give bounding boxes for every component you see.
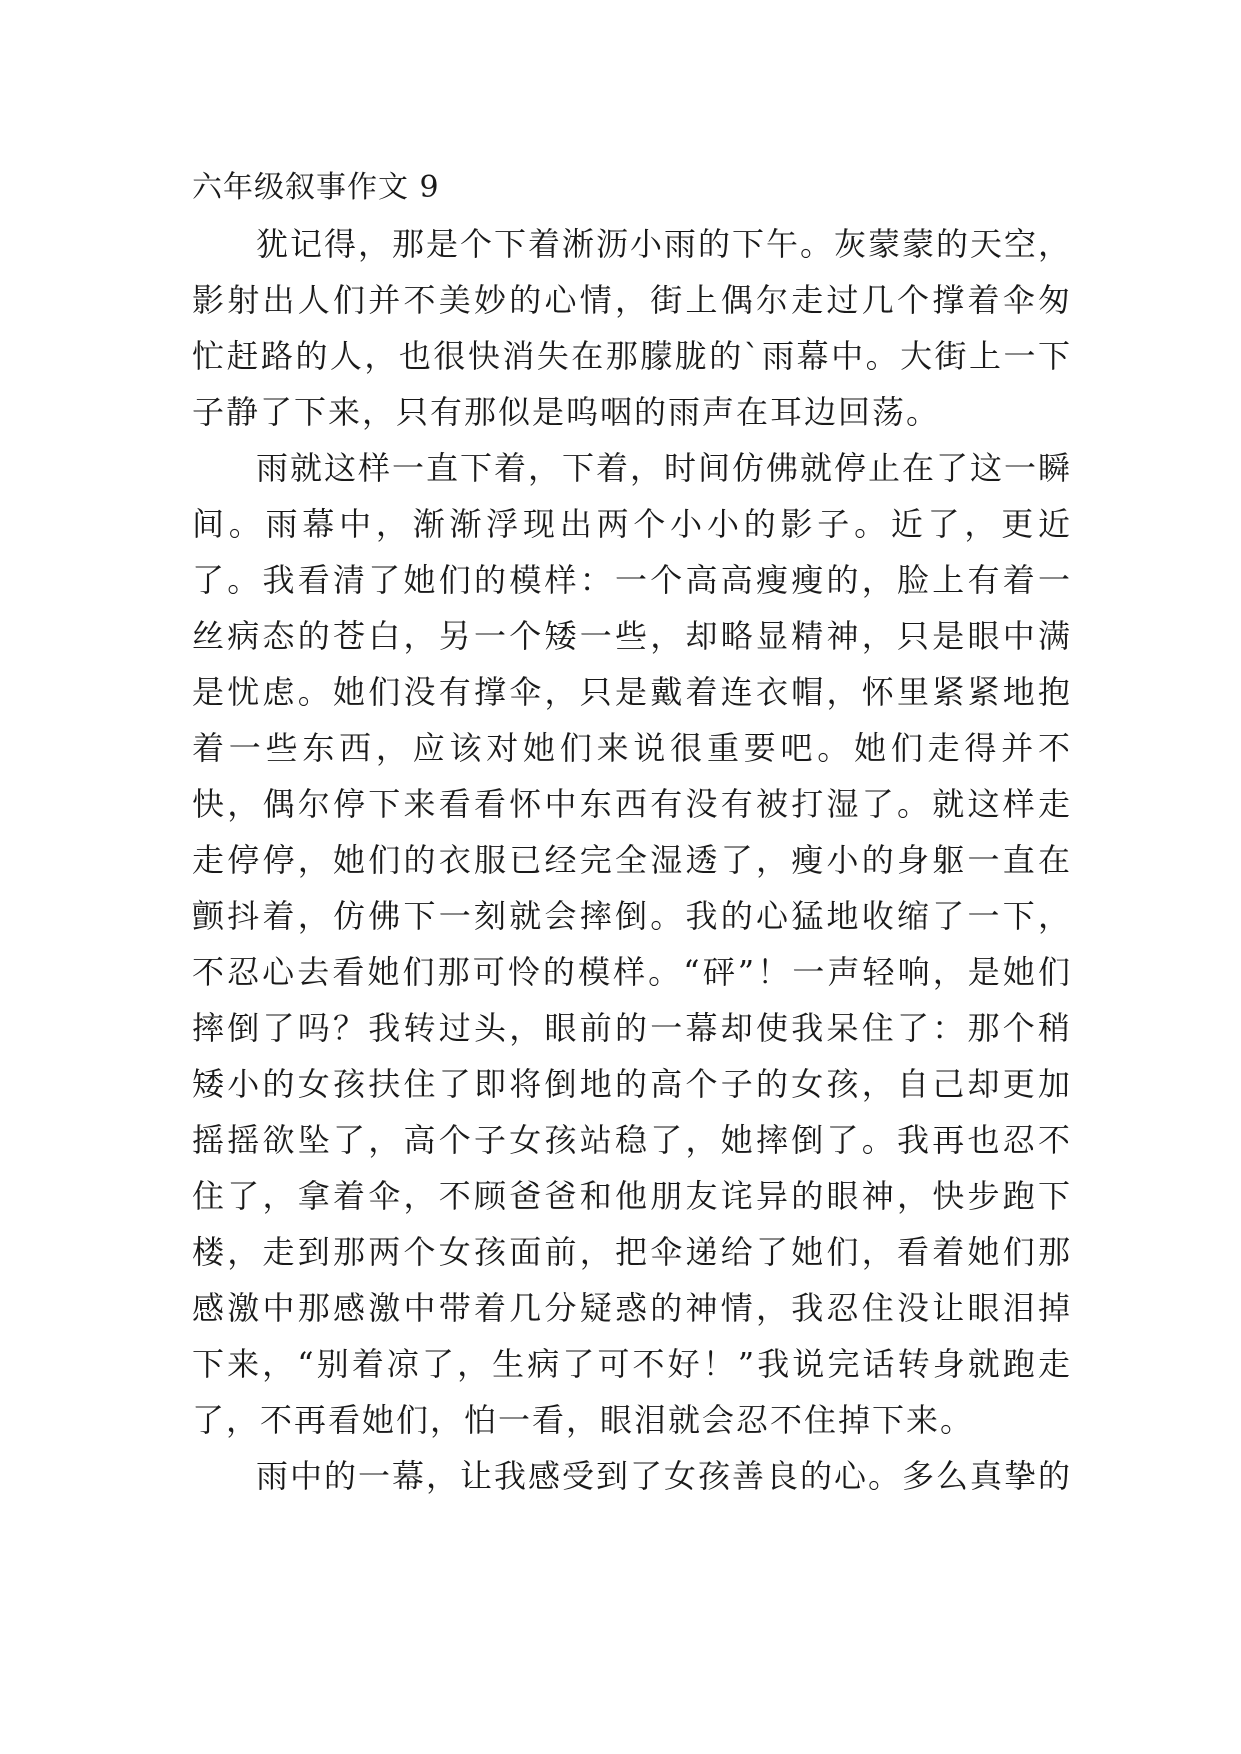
paragraph-2: 雨就这样一直下着，下着，时间仿佛就停止在了这一瞬间。雨幕中，渐渐浮现出两个小小的影子。近了，更近了。我看清了她们的模样：一个高高瘦瘦的，脸上有着一丝病态的苍白，另一个矮一些，却略显精神，只是眼中满是忧虑。她们没有撑伞，只是戴着连衣帽，怀里紧紧地抱着一些东西，应该对她们来说很重要吧。她们走得并不快，偶尔停下来看看怀中东西有没有被打湿了。就这样走走停停，她们的衣服已经完全湿透了，瘦小的身躯一直在颤抖着，仿佛下一刻就会摔倒。我的心猛地收缩了一下，不忍心去看她们那可怜的模样。“砰”！一声轻响，是她们摔倒了吗？我转过头，眼前的一幕却使我呆住了：那个稍矮小的女孩扶住了即将倒地的高个子的女孩，自己却更加摇摇欲坠了，高个子女孩站稳了，她摔倒了。我再也忍不住了，拿着伞，不顾爸爸和他朋友诧异的眼神，快步跑下楼，走到那两个女孩面前，把伞递给了她们，看着她们那感激中那感激中带着几分疑惑的神情，我忍住没让眼泪掉下来，“别着凉了，生病了可不好！”我说完话转身就跑走了，不再看她们，怕一看，眼泪就会忍不住掉下来。 xyxy=(192,449,1073,1439)
paragraph-3: 雨中的一幕，让我感受到了女孩善良的心。多么真挚的 xyxy=(256,1457,1073,1495)
paragraph-1: 犹记得，那是个下着淅沥小雨的下午。灰蒙蒙的天空，影射出人们并不美妙的心情，街上偶尔走过几个撑着伞匆忙赶路的人，也很快消失在那朦胧的`雨幕中。大街上一下子静了下来，只有那似是呜咽的雨声在耳边回荡。 xyxy=(192,225,1073,431)
document-title: 六年级叙事作文 9 xyxy=(192,170,440,205)
document-body xyxy=(192,160,1072,1504)
